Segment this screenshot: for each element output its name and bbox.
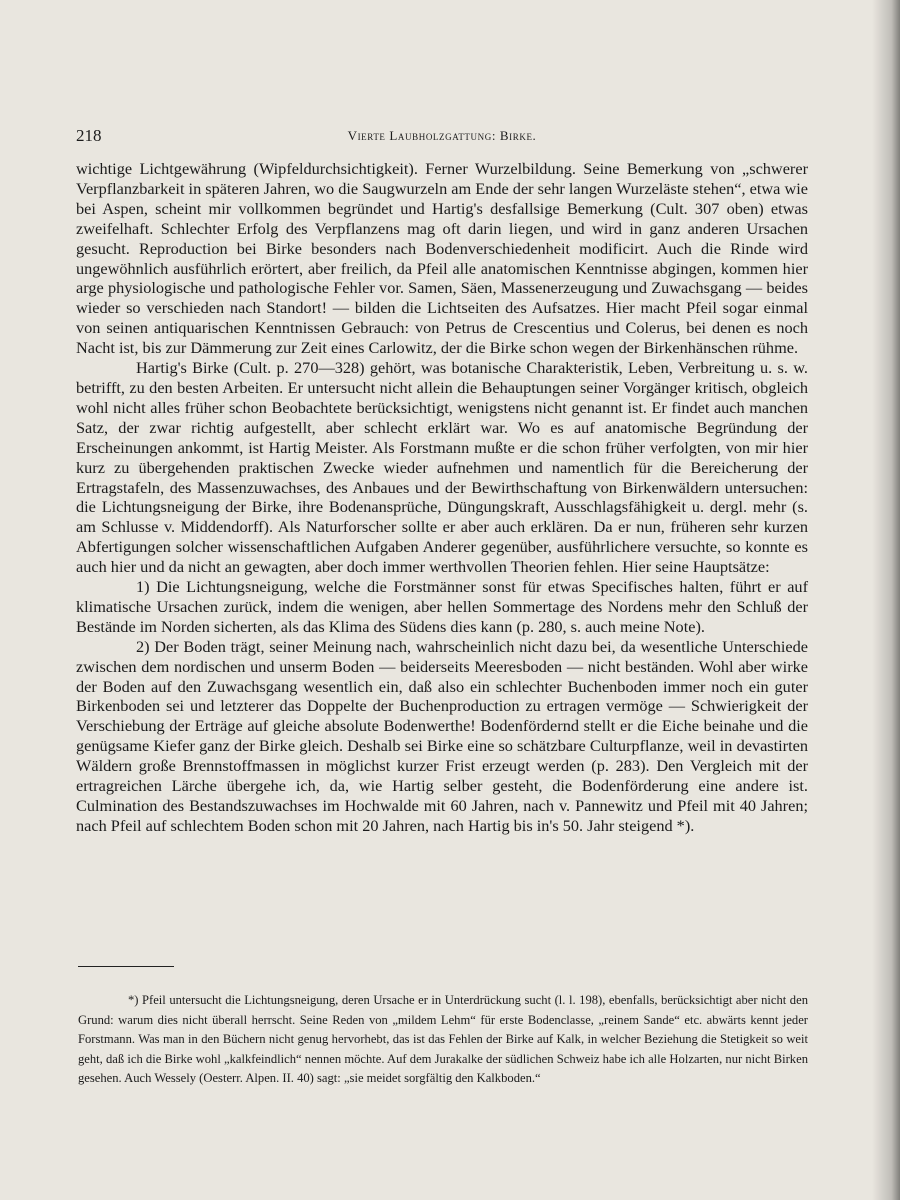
footnote [78, 991, 808, 1089]
paragraph-2: Hartig's Birke (Cult. p. 270—328) gehört, was botanische Charakteristik, Leben, Verbreitung u. s. w. betrifft, zu den besten Arbeiten. Er untersucht nicht allein die Behauptungen seiner Vorgänger kritisch, obgleich wohl nicht alles früher schon Beobachtete berücksichtigt, wenigstens nicht genannt ist. Er findet auch manchen Satz, der zwar richtig aufgestellt, aber schlecht erklärt war. Wo es auf anatomische Begründung der Erscheinungen ankommt, ist Hartig Meister. Als Forstmann mußte er die schon früher verfolgten, von mir hier kurz zu übergehenden praktischen Zwecke wieder aufnehmen und namentlich für die Bereicherung der Ertragstafeln, des Massenzuwachses, des Anbaues und der Bewirthschaftung von Birkenwäldern untersuchen: die Lichtungsneigung der Birke, ihre Bodenansprüche, Düngungskraft, Ausschlagsfähigkeit u. dergl. mehr (s. am Schlusse v. Middendorff). Als Naturforscher sollte er aber auch erklären. Da er nun, früheren sehr kurzen Abfertigungen solcher wissenschaftlichen Aufgaben Anderer gegenüber, ausführlichere versuchte, so konnte es auch hier und da nicht an gewagten, aber doch immer werthvollen Theorien fehlen. Hier seine Hauptsätze: [76, 358, 808, 577]
page-number: 218 [76, 126, 102, 145]
paragraph-4: 2) Der Boden trägt, seiner Meinung nach, wahrscheinlich nicht dazu bei, da wesentliche Unterschiede zwischen dem nordischen und unserm Boden — beiderseits Meeresboden — nicht beständen. Wohl aber wirke der Boden auf den Zuwachsgang wesentlich ein, daß also ein schlechter Buchenboden immer noch ein guter Birkenboden sei und letzterer das Doppelte der Buchenproduction zu ertragen vermöge — Schwierigkeit der Verschiebung der Erträge auf gleiche absolute Bodenwerthe! Bodenfördernd stellt er die Eiche beinahe und die genügsame Kiefer ganz der Birke gleich. Deshalb sei Birke eine so schätzbare Culturpflanze, weil in devastirten Wäldern große Brennstoffmassen in möglichst kurzer Frist erzeugt werden (p. 283). Den Vergleich mit der ertragreichen Lärche übergehe ich, da, wie Hartig selber gesteht, die Bodenförderung eine andere ist. Culmination des Bestandszuwachses im Hochwalde mit 60 Jahren, nach v. Pannewitz und Pfeil mit 40 Jahren; nach Pfeil auf schlechtem Boden schon mit 20 Jahren, nach Hartig bis in's 50. Jahr steigend *). [76, 636, 808, 835]
running-head: Vierte Laubholzgattung: Birke. [347, 128, 537, 143]
paragraph-1: wichtige Lichtgewährung (Wipfeldurchsichtigkeit). Ferner Wurzelbildung. Seine Bemerkung von „schwerer Verpflanzbarkeit in späteren Jahren, wo die Saugwurzeln am Ende der sehr langen Wurzeläste stehen“, etwa wie bei Aspen, scheint mir vollkommen begründet und Hartig's desfallsige Bemerkung (Cult. 307 oben) etwas zweifelhaft. Schlechter Erfolg des Verpflanzens mag oft darin liegen, und wird in ganz anderen Ursachen gesucht. Reproduction bei Birke besonders nach Bodenverschiedenheit modificirt. Auch die Rinde wird ungewöhnlich ausführlich erörtert, aber freilich, da Pfeil alle anatomischen Kenntnisse abgingen, kommen hier arge physiologische und pathologische Fehler vor. Samen, Säen, Massenerzeugung und Zuwachsgang — beides wieder so verschieden nach Standort! — bilden die Lichtseiten des Aufsatzes. Hier macht Pfeil sogar einmal von seinen antiquarischen Kenntnissen Gebrauch: von Petrus de Crescentius und Colerus, bei denen es noch Nacht ist, bis zur Dämmerung zur Zeit eines Carlowitz, der die Birke schon wegen der Birkenhänschen rühme. [76, 159, 808, 358]
page-header [76, 126, 808, 148]
footnote-text: *) Pfeil untersucht die Lichtungsneigung, deren Ursache er in Unterdrückung sucht (l. l. 198), ebenfalls, berücksichtigt aber nicht den Grund: warum dies nicht überall herrscht. Seine Reden von „mildem Lehm“ für erste Bodenclasse, „reinem Sande“ etc. abwärts kennt jeder Forstmann. Was man in den Büchern nicht genug hervorhebt, das ist das Fehlen der Birke auf Kalk, in welcher Beziehung die Stetigkeit so weit geht, daß ich die Birke wohl „kalkfeindlich“ nennen möchte. Auf dem Jurakalke der südlichen Schweiz habe ich alle Holzarten, nur nicht Birken gesehen. Auch Wessely (Oesterr. Alpen. II. 40) sagt: „sie meidet sorgfältig den Kalkboden.“ [78, 993, 808, 1086]
paragraph-3: 1) Die Lichtungsneigung, welche die Forstmänner sonst für etwas Specifisches halten, führt er auf klimatische Ursachen zurück, indem die wenigen, aber hellen Sommertage des Nordens mehr den Schluß der Bestände im Norden sicherten, als das Klima des Südens dies kann (p. 280, s. auch meine Note). [76, 577, 808, 636]
body-text [76, 159, 808, 836]
page-edge-shadow [872, 0, 900, 1200]
footnote-rule [78, 966, 174, 967]
